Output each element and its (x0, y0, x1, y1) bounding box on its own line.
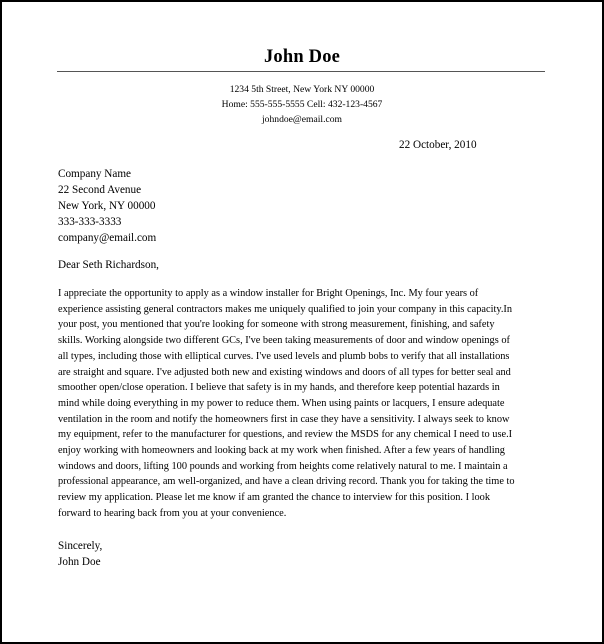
body-line: review my application. Please let me know if am granted the chance to interview for this position. I look (58, 492, 491, 504)
body-line: ventilation in the room and notify the homeowners first in case they have a sensitivity. I always seek to know (58, 413, 510, 425)
body-line: I appreciate the opportunity to apply as a window installer for Bright Openings, Inc. My four years of (58, 288, 479, 299)
body-line: my equipment, refer to the manufacturer for questions, and review the MSDS for any chemical I need to use.I (58, 429, 513, 441)
letter-body (58, 286, 550, 522)
body-line: your post, you mentioned that you're looking for someone with strong measurement, finishing, and safety (58, 319, 495, 331)
recipient-city: New York, NY 00000 (58, 200, 156, 212)
recipient-email: company@email.com (58, 232, 157, 244)
salutation: Dear Seth Richardson, (58, 259, 159, 271)
body-line: smoother open/close operation. I believe that safety is in my hands, and therefore keep potential hazards in (58, 382, 500, 394)
sender-phones: Home: 555-555-5555 Cell: 432-123-4567 (221, 99, 383, 110)
sender-name: John Doe (263, 47, 341, 67)
body-line: forward to hearing back from you at your convenience. (58, 507, 287, 519)
sender-contact-block (2, 82, 602, 127)
signature-name: John Doe (58, 556, 101, 568)
sender-email: johndoe@email.com (262, 114, 342, 125)
body-line: are straight and square. I've adjusted both new and existing windows and doors of all types for better seal and (58, 366, 511, 378)
body-line: mind while doing everything in my power to reduce them. When using paints or lacquers, I ensure adequate (58, 397, 505, 409)
body-line: skills. Working alongside two different GCs, I've been taking measurements of door and window openings of (58, 335, 510, 347)
recipient-company: Company Name (58, 168, 132, 180)
recipient-phone: 333-333-3333 (58, 216, 122, 228)
recipient-block (58, 166, 156, 246)
header-divider (57, 71, 545, 72)
body-line: professional appearance, am well-organized, and have a clean driving record. Thank you for taking the time to (58, 476, 515, 488)
closing-block (58, 538, 102, 570)
recipient-street: 22 Second Avenue (58, 184, 142, 196)
body-line: enjoy working with homeowners and looking back at my work when finished. After a few years of handling (58, 445, 505, 457)
letter-date: 22 October, 2010 (399, 139, 477, 151)
sender-address: 1234 5th Street, New York NY 00000 (229, 84, 375, 95)
valediction: Sincerely, (58, 540, 103, 552)
body-line: all types, including those with elliptical curves. I've used levels and plumb bobs to verify that all installations (58, 350, 510, 362)
body-line: experience assisting general contractors makes me uniquely qualified to join your company in this capacity.In (58, 303, 513, 315)
body-line: windows and doors, lifting 100 pounds and working from heights come relatively natural to me. I maintain a (58, 460, 508, 472)
